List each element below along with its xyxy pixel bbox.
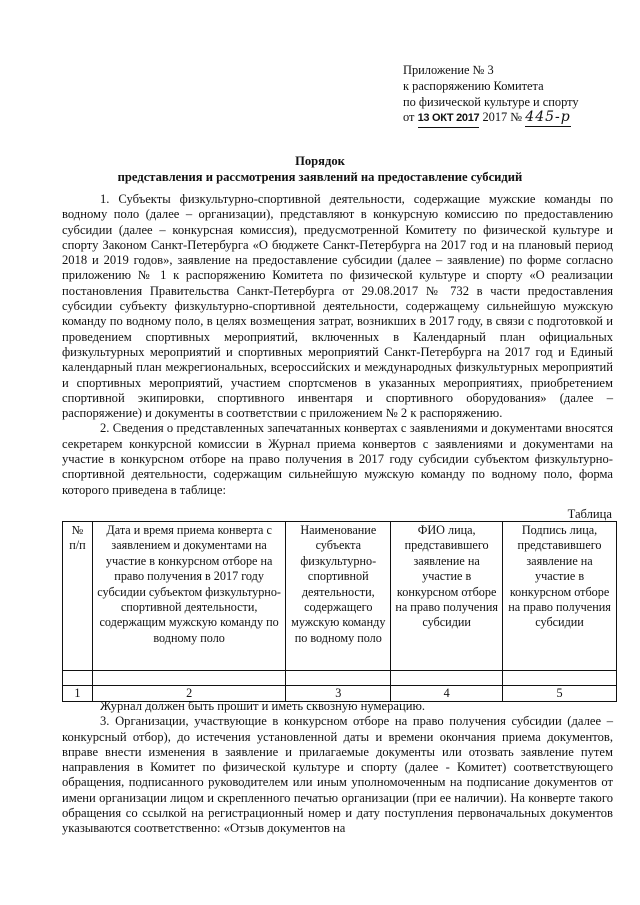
appendix-date-line [403,110,635,128]
table-blank-row [63,671,617,686]
column-number-2: 2 [92,686,285,702]
table-cell [92,671,285,686]
column-number-4: 4 [391,686,503,702]
appendix-line-2: к распоряжению Комитета [403,78,544,93]
table-caption: Таблица [567,507,612,521]
year-suffix: 2017 № [482,110,523,125]
header-cell-datetime: Дата и время приема конверта с заявлением и документами на участие в конкурсном отборе на право получения в 2017 году субсидии субъектом физкультурно-спортивной деятельности, содержащим мужскую команду по водному поло [92,522,285,671]
after-table-paragraphs [62,699,613,837]
date-stamp-field [418,110,480,128]
table-cell [391,671,503,686]
header-cell-number: № п/п [63,522,93,671]
document-title [0,154,640,185]
paragraph-3: 3. Организации, участвующие в конкурсном отборе на право получения субсидии (далее – конкурсный отбор), до истечения установленной даты и времени окончания приема документов, вправе внести изменения в заявление и прилагаемые документы или отозвать заявление путем направления в Комитет по физической культуре и спорту (далее - Комитет) соответствующего обращения, подписанного руководителем или иным уполномоченным на подписание документов от имени организации лицом и скрепленного печатью организации (при ее наличии). На конверте такого обращения со ссылкой на регистрационный номер и дату поступления первоначальных документов указываются соответственно: «Отзыв документов на [62,714,613,836]
column-number-1: 1 [63,686,93,702]
body-paragraphs [62,192,613,498]
paragraph-2: 2. Сведения о представленных запечатанных конвертах с заявлениями и документами вносятся секретарем конкурсной комиссии в Журнал приема конвертов с заявлениями и документами на участие в конкурсном отборе на право получения в 2017 году субсидии субъектом физкультурно-спортивной деятельности, содержащим сильнейшую мужскую команду по водному поло, форма которого приведена в таблице: [62,421,613,497]
date-prefix: от [403,110,415,125]
table-cell [503,671,617,686]
appendix-header [403,63,635,128]
header-cell-fio: ФИО лица, представившего заявление на участие в конкурсном отборе на право получения субсидии [391,522,503,671]
column-number-3: 3 [286,686,391,702]
appendix-line-1: Приложение № 3 [403,63,494,77]
column-number-5: 5 [503,686,617,702]
journal-note: Журнал должен быть прошит и иметь сквозную нумерацию. [100,699,426,713]
title-line-1: Порядок [295,154,345,168]
table-header-row [63,522,617,671]
table-cell [63,671,93,686]
title-line-2: представления и рассмотрения заявлений на предоставление субсидий [117,169,523,184]
journal-table [62,521,617,702]
paragraph-1: 1. Субъекты физкультурно-спортивной деятельности, содержащие мужские команды по водному поло (далее – организации), представляют в конкурсную комиссию по предоставлению субсидии (далее – конкурсная комиссия), предусмотренной Комитету по физической культуре и спорту Законом Санкт-Петербурга «О бюджете Санкт-Петербурга на 2017 год и на плановый период 2018 и 2019 годов», заявление на предоставление субсидии (далее – заявление) по форме согласно приложению № 1 к распоряжению Комитета по физической культуре и спорту «О реализации постановления Правительства Санкт-Петербурга от 29.08.2017 № 732 в части предоставления субсидии субъекту физкультурно-спортивной деятельности, содержащему сильнейшую мужскую команду по водному поло, в целях возмещения затрат, возникших в 2017 году, в связи с подготовкой и проведением спортивных мероприятий, включенных в Календарный план официальных физкультурных мероприятий и спортивных мероприятий Санкт-Петербурга на 2017 год и Единый календарный план межрегиональных, всероссийских и международных физкультурных мероприятий и спортивных мероприятий, участием спортсменов в указанных мероприятиях, приобретением спортивной экипировки, спортивного инвентаря и спортивного оборудования» (далее – распоряжение) и документы в соответствии с приложением № 2 к распоряжению. [62,192,613,421]
order-number-handwritten: 445-р [525,109,571,126]
header-cell-signature: Подпись лица, представившего заявление на участие в конкурсном отборе на право получения субсидии [503,522,617,671]
order-number-field [525,110,570,127]
table-cell [286,671,391,686]
header-cell-org-name: Наименование субъекта физкультурно-спортивной деятельности, содержащего мужскую команду по водному поло [286,522,391,671]
date-stamp: 13 ОКТ 2017 [417,112,480,125]
appendix-line-3: по физической культуре и спорту [403,94,579,109]
